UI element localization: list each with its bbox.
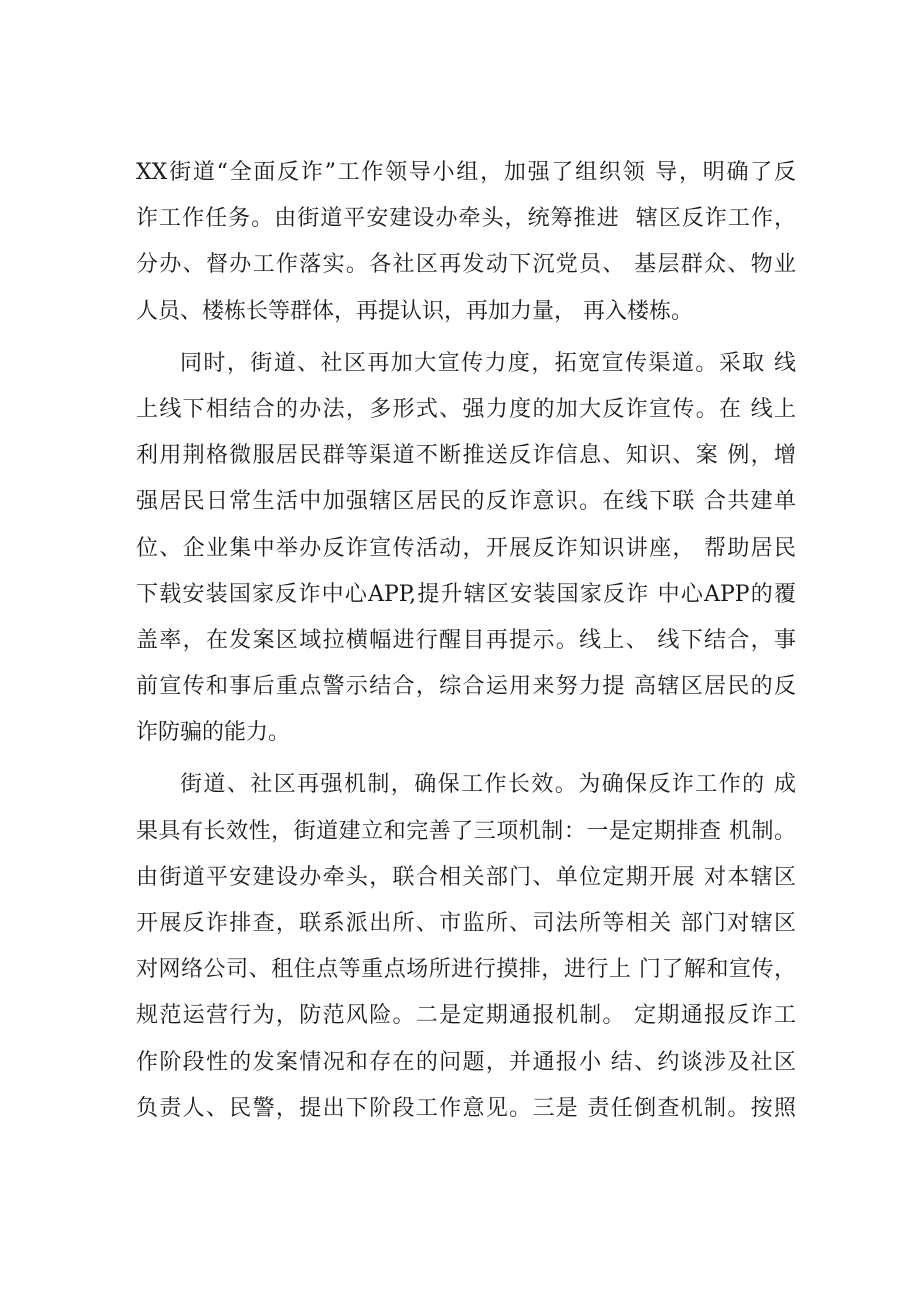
text-line: 同时，街道、社区再加大宣传力度，拓宽宣传渠道。采取 线 — [180, 350, 796, 376]
text-line: 前宣传和事后重点警示结合，综合运用来努力提 高辖区居民的反 — [136, 674, 796, 700]
paragraph-2 — [136, 341, 796, 757]
paragraph-1 — [136, 150, 796, 335]
text-line: 强居民日常生活中加强辖区居民的反诈意识。在线下联 合共建单 — [136, 489, 796, 515]
text-line: 规范运营行为，防范风险。二是定期通报机制。 定期通报反诈工 — [136, 1003, 796, 1029]
text-line: 盖率，在发案区域拉横幅进行醒目再提示。线上、 线下结合，事 — [136, 627, 796, 653]
text-line: 诈工作任务。由街道平安建设办牵头，统筹推进 辖区反诈工作， — [136, 206, 796, 232]
text-line: 利用荆格微服居民群等渠道不断推送反诈信息、知识、案 例，增 — [136, 443, 796, 469]
text-line: 诈防骗的能力。 — [136, 720, 291, 746]
text-line: 街道、社区再强机制，确保工作长效。为确保反诈工作的 成 — [180, 772, 796, 798]
text-line: 上线下相结合的办法，多形式、强力度的加大反诈宣传。在 线上 — [136, 396, 796, 422]
text-line: 对网络公司、租住点等重点场所进行摸排，进行上 门了解和宣传， — [136, 957, 796, 983]
body-text — [136, 150, 796, 1132]
text-line: 开展反诈排查，联系派出所、市监所、司法所等相关 部门对辖区 — [136, 911, 796, 936]
paragraph-3 — [136, 762, 796, 1132]
text-line: XX街道“全面反诈”工作领导小组，加强了组织领 导，明确了反 — [136, 160, 796, 185]
text-line: 人员、楼栋长等群体，再提认识，再加力量， 再入楼栋。 — [136, 298, 693, 324]
text-line: 由街道平安建设办牵头，联合相关部门、单位定期开展 对本辖区 — [136, 864, 796, 890]
text-line: 果具有长效性，街道建立和完善了三项机制：一是定期排查 机制。 — [136, 818, 796, 844]
text-line: 分办、督办工作落实。各社区再发动下沉党员、 基层群众、物业 — [136, 252, 796, 278]
text-line: 负责人、民警，提出下阶段工作意见。三是 责任倒查机制。按照 — [136, 1095, 796, 1121]
text-line: 下载安装国家反诈中心APP,提升辖区安装国家反诈 中心APP的覆 — [136, 581, 796, 607]
text-line: 位、企业集中举办反诈宣传活动，开展反诈知识讲座， 帮助居民 — [136, 535, 796, 561]
text-line: 作阶段性的发案情况和存在的问题，并通报小 结、约谈涉及社区 — [136, 1049, 796, 1075]
